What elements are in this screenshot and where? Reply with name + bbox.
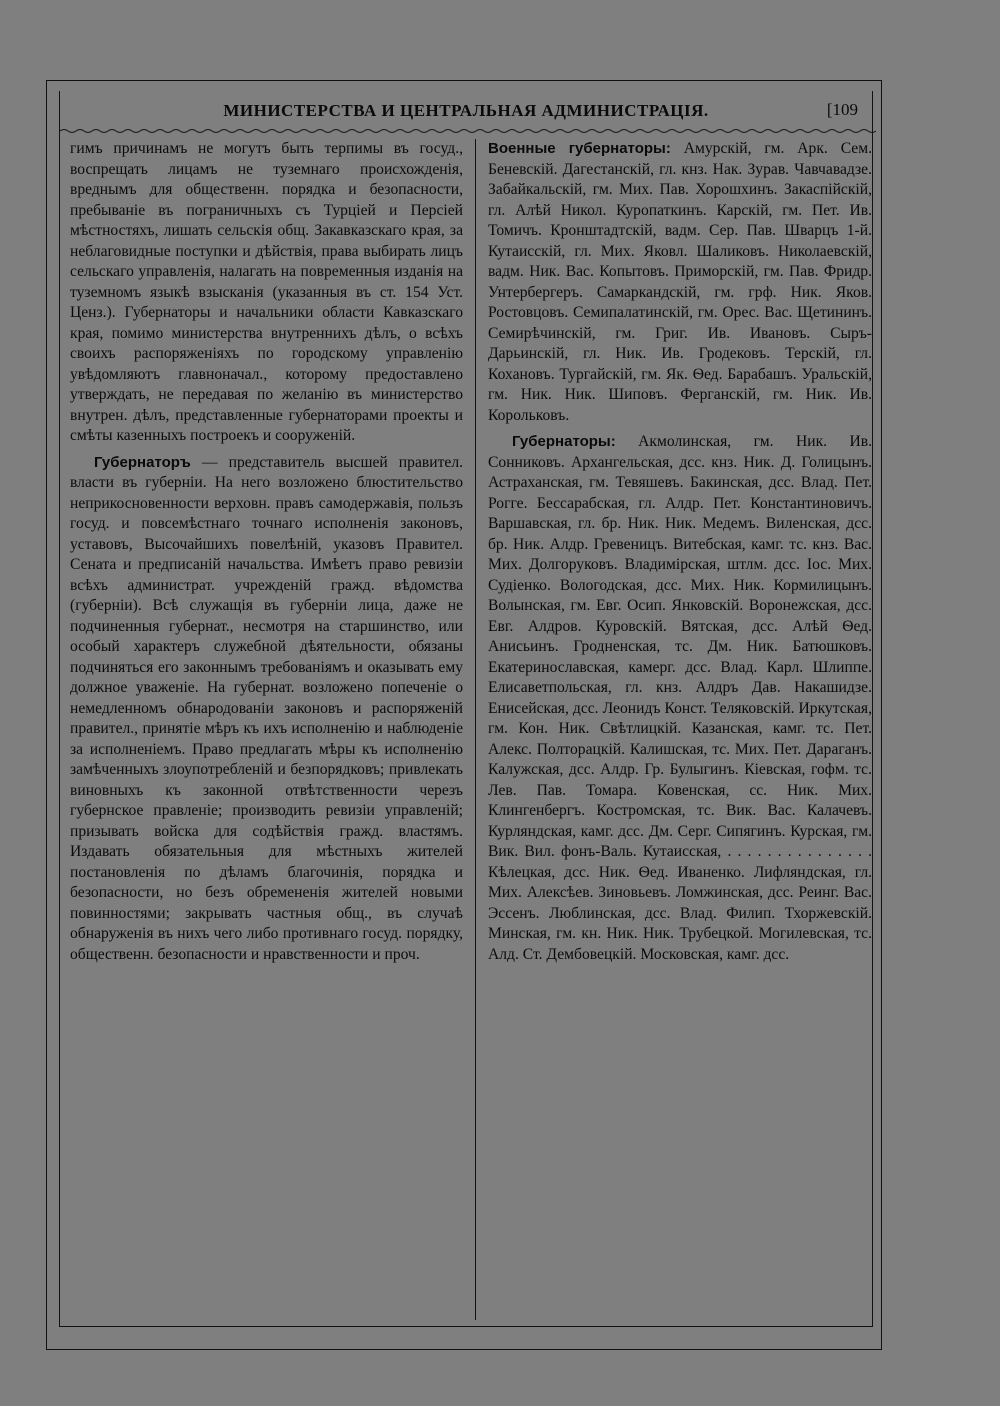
column-divider [475,139,476,1320]
paragraph-military-governors [488,139,872,426]
term-heading: Военные губернаторы: [488,140,671,157]
wavy-rule [60,127,876,135]
page-inner-frame [59,91,873,1327]
paragraph-body: Акмолинская, гм. Ник. Ив. Сонниковъ. Архангельская, дсс. кнз. Ник. Д. Голицынъ. Астраханская, гм. Тевяшевъ. Бакинская, дсс. Влад. Пет. Рогге. Бессарабская, гл. Алдр. Пет. Константиновичъ. Варшавская, гл. бр. Ник. Ник. Медемъ. Виленская, дсс. бр. Ник. Алдр. Гревеницъ. Витебская, камг. тс. кнз. Вас. Мих. Долгоруковъ. Владимірская, штлм. дсс. Іос. Мих. Судіенко. Вологодская, дсс. Мих. Ник. Кормилицынъ. Волынская, гм. Евг. Осип. Янковскій. Воронежская, дсс. Евг. Алдров. Куровскій. Вятская, дсс. Алѣй Ѳед. Анисьинъ. Гродненская, тс. Дм. Ник. Батюшковъ. Екатеринославская, камерг. дсс. Влад. Карл. Шлиппе. Елисаветпольская, гл. кнз. Алдръ Дав. Накашидзе. Енисейская, дсс. Леонидъ Конст. Теляковскій. Иркутская, гм. Кон. Ник. Свѣтлицкій. Казанская, камг. тс. Пет. Алекс. Полторацкій. Калишская, тс. Мих. Пет. Дараганъ. Калужская, дсс. Алдр. Гр. Булыгинъ. Кіевская, гофм. тс. Лев. Пав. Томара. Ковенская, сс. Ник. Мих. Клингенбергъ. Костромская, тс. Вик. Вас. Калачевъ. Курляндская, камг. дсс. Дм. Серг. Сипягинъ. Курская, гм. Вик. Вил. фонъ-Валь. Кутаисская, . . . . . . . . . . . . . . . Кѣлецкая, дсс. Ник. Ѳед. Иваненко. Лифляндская, гл. Мих. Алексѣев. Зиновьевъ. Ломжинская, дсс. Реинг. Вас. Эссенъ. Люблинская, дсс. Влад. Филип. Тхоржевскій. Минская, гм. кн. Ник. Ник. Трубецкой. Могилевская, тс. Алд. Ст. Дембовецкій. Московская, камг. дсс. [488,433,872,963]
running-title: МИНИСТЕРСТВА И ЦЕНТРАЛЬНАЯ АДМИНИСТРАЦІЯ. [223,101,709,120]
left-column [70,139,463,965]
term-heading: Губернаторъ [94,453,191,471]
paragraph-continuation: гимъ причинамъ не могутъ быть терпимы въ госуд., воспрещать лицамъ не туземнаго происхожденія, вреднымъ для общественн. порядка и безопасности, пребываніе въ пограничныхъ съ Турціей и Персіей мѣстностяхъ, лишать сельскія общ. Закавказскаго края, за неблаговидные поступки и дѣйствія, права выбирать лицъ сельскаго управленія, налагать на повременныя изданія на туземномъ языкѣ взысканія (указанныя въ ст. 154 Уст. Ценз.). Губернаторы и начальники области Кавказскаго края, помимо министерства внутреннихъ дѣлъ, о всѣхъ своихъ распоряженіяхъ по городскому управленію увѣдомляютъ главноначал., которому предоставлено утверждать, не передавая по желанію въ министерство внутрен. дѣлъ, представленные губернаторами проекты и смѣты казенныхъ построекъ и сооруженій. [70,140,463,444]
page-number: [109 [826,100,858,119]
page-frame [46,80,882,1350]
right-column [488,139,872,965]
running-header [60,91,872,125]
paragraph-governor [70,453,463,966]
paragraph-governors [488,432,872,965]
paragraph-body: Амурскій, гм. Арк. Сем. Беневскій. Дагестанскій, гл. кнз. Нак. Зурав. Чавчавадзе. Забайкальскій, гм. Мих. Пав. Хорошхинъ. Закаспійскій, гл. Алѣй Никол. Куропаткинъ. Карскій, гм. Пет. Ив. Томичъ. Кронштадтскій, вадм. Сер. Пав. Шварцъ 1-й. Кутаисскій, гл. Мих. Яковл. Шаликовъ. Николаевскій, вадм. Ник. Вас. Копытовъ. Приморскій, гм. Пав. Фридр. Унтербергеръ. Самаркандскій, гм. грф. Ник. Яков. Ростовцовъ. Семипалатинскій, гм. Орес. Вас. Щетининъ. Семирѣчинскій, гм. Григ. Ив. Ивановъ. Сыръ-Дарьинскій, гл. Ник. Ив. Гродековъ. Терскій, гл. Кохановъ. Тургайскій, гм. Як. Ѳед. Барабашъ. Уральскій, гм. Ник. Ник. Шиповъ. Ферганскій, гм. Ник. Ив. Корольковъ. [488,140,872,424]
paragraph-body: — представитель высшей правител. власти въ губерніи. На него возложено блюстительство неприкосновенности верховн. правъ самодержавія, пользъ госуд. и повсемѣстнаго точнаго исполненія законовъ, уставовъ, Высочайшихъ повелѣній, указовъ Правител. Сената и предписаній начальства. Имѣетъ право ревизіи всѣхъ администрат. учрежденій гражд. вѣдомства (губерніи). Всѣ служащія въ губерніи лица, даже не подчиненныя губернат., несмотря на старшинство, или особый характеръ служебной дѣятельности, обязаны подчиняться его законнымъ требованіямъ и оказывать ему должное уваженіе. На губернат. возложено попеченіе о немедленномъ обнародованіи законовъ и распоряженій правител., принятіе мѣръ къ ихъ исполненію и наблюденіе за исполненіемъ. Право предлагать мѣры къ исполненію замѣченныхъ злоупотребленій и безпорядковъ; привлекать виновныхъ къ законной отвѣтственности черезъ губернское правленіе; производить ревизіи управленій; призывать войска для содѣйствія гражд. властямъ. Издавать обязательныя для мѣстныхъ жителей постановленія по дѣламъ благочинія, порядка и безопасности, но безъ обремененія жителей новыми повинностями; закрывать частныя общ., въ случаѣ обнаруженія въ нихъ чего либо противнаго госуд. порядку, общественн. безопасности и нравственности и проч. [70,453,463,963]
term-heading: Губернаторы: [512,433,616,450]
